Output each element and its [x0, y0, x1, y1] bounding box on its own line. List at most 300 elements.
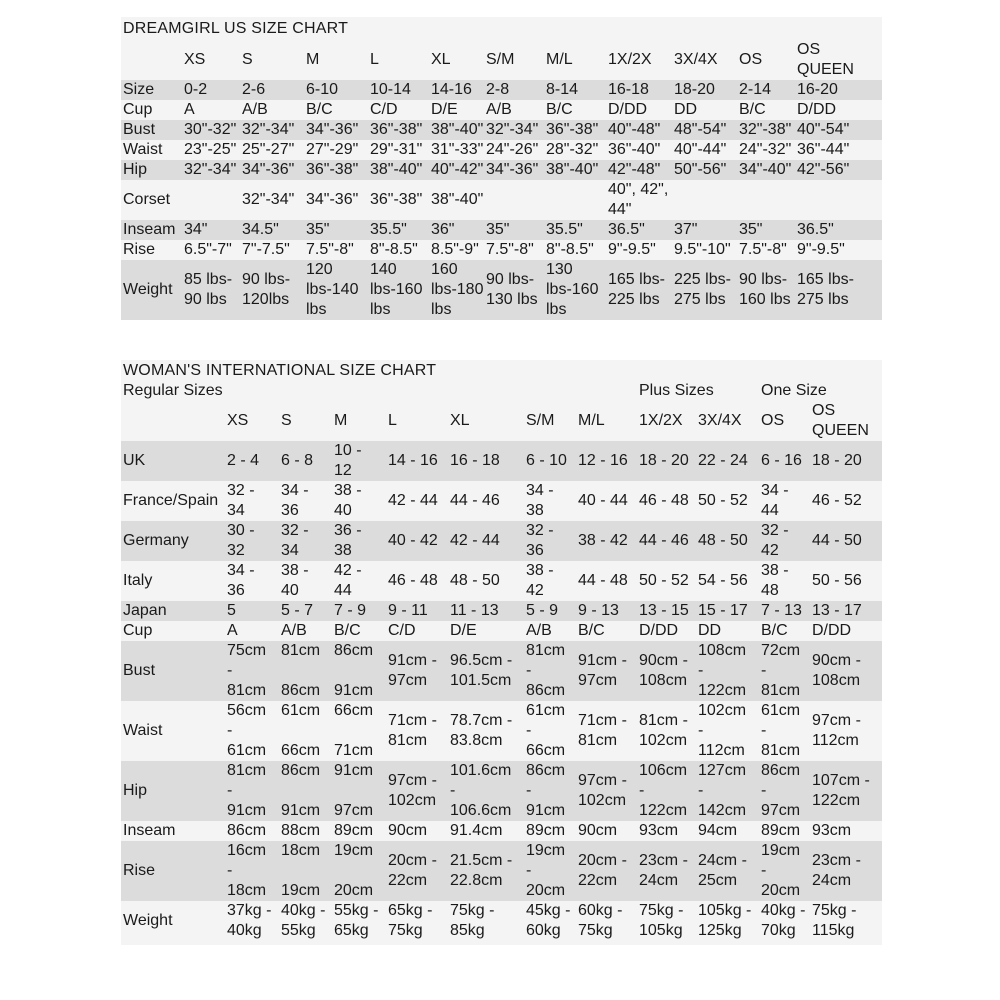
- intl-cell-text: 89cm: [526, 822, 566, 839]
- intl-cell-text: 7 - 13: [761, 602, 802, 619]
- intl-cell: [759, 701, 810, 761]
- us-cell-text: 7.5"-8": [486, 241, 534, 258]
- us-row-cup: [121, 100, 882, 120]
- us-cell: [544, 180, 606, 220]
- intl-col-header-3x-4x: [696, 401, 759, 441]
- us-cell-text: 40"-54": [797, 121, 850, 138]
- us-cell: [182, 180, 240, 220]
- intl-cell: [386, 841, 448, 901]
- intl-cell-text: 13 - 17: [812, 602, 862, 619]
- intl-cell: [386, 521, 448, 561]
- us-cell-text: 2-6: [242, 81, 266, 98]
- intl-cell-text: 32 - 34: [281, 522, 309, 559]
- intl-cell-text: 44 - 50: [812, 532, 862, 549]
- intl-chart-title: WOMAN'S INTERNATIONAL SIZE CHART: [123, 361, 437, 379]
- us-cell-text: 40"-48": [608, 121, 661, 138]
- intl-cell: [448, 701, 524, 761]
- intl-cell: [225, 841, 279, 901]
- us-cell: [182, 100, 240, 120]
- intl-cell: [810, 481, 882, 521]
- us-cell: [795, 220, 882, 240]
- intl-row-uk: [121, 441, 882, 481]
- intl-row-label: Weight: [123, 912, 173, 929]
- us-col-header-s-m: [484, 40, 544, 80]
- intl-cell-text: 105kg - 125kg: [698, 902, 752, 939]
- intl-row-cup: [121, 621, 882, 641]
- intl-cell-text: 44 - 48: [578, 572, 628, 589]
- us-col-header-3x-4x: [672, 40, 737, 80]
- us-cell-text: 32"-34": [184, 161, 237, 178]
- intl-cell-text: 61cm - 81cm: [761, 702, 801, 759]
- one-size-label: One Size: [761, 382, 827, 399]
- intl-cell-text: 40kg - 55kg: [281, 902, 326, 939]
- intl-cell-text: 56cm - 61cm: [227, 702, 267, 759]
- intl-cell-text: 72cm - 81cm: [761, 642, 801, 699]
- intl-cell-text: 6 - 8: [281, 452, 314, 469]
- intl-cell: [759, 821, 810, 841]
- us-cell: [544, 80, 606, 100]
- intl-cell-text: 81cm - 86cm: [526, 642, 566, 699]
- us-cell-text: 225 lbs- 275 lbs: [674, 271, 731, 308]
- intl-cell: [279, 701, 332, 761]
- us-cell-text: 34"-40": [739, 161, 792, 178]
- intl-cell: [524, 641, 576, 701]
- intl-cell-text: 48 - 50: [450, 572, 500, 589]
- intl-col-header-s: [279, 401, 332, 441]
- international-size-table: [121, 360, 882, 941]
- us-cell-text: 32"-38": [739, 121, 792, 138]
- intl-cell: [386, 901, 448, 941]
- intl-cell-text: 93cm: [639, 822, 679, 839]
- intl-cell: [386, 621, 448, 641]
- intl-cell: [637, 561, 696, 601]
- us-cell-text: 25"-27": [242, 141, 295, 158]
- us-cell-text: 35": [306, 221, 330, 238]
- intl-cell-text: 12 - 16: [578, 452, 628, 469]
- intl-cell: [810, 621, 882, 641]
- us-cell-text: 8"-8.5": [370, 241, 418, 258]
- intl-cell-text: 9 - 13: [578, 602, 619, 619]
- intl-cell: [696, 481, 759, 521]
- intl-row-waist: [121, 701, 882, 761]
- intl-cell-text: 38 - 48: [761, 562, 789, 599]
- us-cell: [429, 140, 484, 160]
- us-cell-text: 48"-54": [674, 121, 727, 138]
- intl-cell-text: 127cm - 142cm: [698, 762, 747, 819]
- us-cell-text: 38"-40": [370, 161, 423, 178]
- intl-cell: [576, 701, 637, 761]
- intl-cell-text: 81cm 86cm: [281, 642, 321, 699]
- intl-cell-text: 90cm - 108cm: [639, 652, 688, 689]
- intl-cell: [810, 901, 882, 941]
- intl-col-header-m: [332, 401, 386, 441]
- us-col-header-xs: [182, 40, 240, 80]
- us-cell: [429, 180, 484, 220]
- intl-cell-text: D/DD: [639, 622, 679, 639]
- intl-row-bust: [121, 641, 882, 701]
- intl-row-label: Japan: [121, 601, 225, 621]
- us-cell: [672, 140, 737, 160]
- us-cell-text: 36"-44": [797, 141, 850, 158]
- us-cell: [606, 160, 672, 180]
- intl-cell: [332, 701, 386, 761]
- intl-cell: [225, 901, 279, 941]
- us-cell-text: 34"-36": [242, 161, 295, 178]
- intl-col-header-text: M/L: [578, 412, 605, 429]
- us-cell: [484, 80, 544, 100]
- intl-cell-text: 32 - 34: [227, 482, 255, 519]
- us-cell-text: 40"-42": [431, 161, 484, 178]
- us-corner-cell: [121, 40, 182, 80]
- us-cell: [182, 260, 240, 320]
- us-cell: [737, 140, 795, 160]
- intl-cell-text: 16cm - 18cm: [227, 842, 267, 899]
- intl-cell-text: 44 - 46: [450, 492, 500, 509]
- us-cell-text: 160 lbs-180 lbs: [431, 261, 484, 318]
- intl-cell: [386, 481, 448, 521]
- intl-cell-text: 11 - 13: [450, 602, 499, 619]
- us-cell-text: A/B: [242, 101, 268, 118]
- intl-cell: [448, 601, 524, 621]
- us-cell: [795, 120, 882, 140]
- intl-cell: [225, 601, 279, 621]
- intl-cell-text: 86cm: [227, 822, 267, 839]
- intl-cell-text: 91cm 97cm: [334, 762, 374, 819]
- intl-cell-text: 89cm: [334, 822, 374, 839]
- us-cell: [304, 120, 368, 140]
- us-col-header-xl: [429, 40, 484, 80]
- intl-cell: [696, 641, 759, 701]
- intl-cell-text: 106cm - 122cm: [639, 762, 688, 819]
- intl-cell: [524, 561, 576, 601]
- intl-cell-text: C/D: [388, 622, 416, 639]
- us-cell: [672, 160, 737, 180]
- intl-cell-text: 20cm - 22cm: [388, 852, 437, 889]
- intl-cell-text: 40kg - 70kg: [761, 902, 806, 939]
- intl-cell: [386, 441, 448, 481]
- intl-cell: [637, 761, 696, 821]
- intl-cell-text: 81cm - 91cm: [227, 762, 267, 819]
- us-col-header-text: S/M: [486, 51, 515, 68]
- us-cell-text: 23"-25": [184, 141, 237, 158]
- us-cell: [304, 260, 368, 320]
- intl-cell: [696, 901, 759, 941]
- intl-col-header-text: M: [334, 412, 348, 429]
- us-row-size: [121, 80, 882, 100]
- us-cell: [795, 140, 882, 160]
- intl-row-label: France/Spain: [123, 492, 219, 509]
- us-cell-text: 32"-34": [242, 191, 295, 208]
- us-row-label: Corset: [123, 191, 171, 208]
- intl-cell-text: 40 - 42: [388, 532, 438, 549]
- us-cell-text: 7.5"-8": [306, 241, 354, 258]
- us-col-header-os: [737, 40, 795, 80]
- us-cell: [672, 120, 737, 140]
- us-cell: [182, 240, 240, 260]
- intl-cell: [279, 441, 332, 481]
- intl-cell-text: 94cm: [698, 822, 738, 839]
- us-cell-text: 36.5": [608, 221, 645, 238]
- intl-cell: [524, 761, 576, 821]
- us-cell: [737, 220, 795, 240]
- intl-cell-text: 96.5cm - 101.5cm: [450, 652, 513, 689]
- intl-cell-text: 90cm - 108cm: [812, 652, 861, 689]
- us-row-label: Waist: [123, 141, 163, 158]
- intl-cell: [386, 561, 448, 601]
- intl-cell: [524, 441, 576, 481]
- us-row-label: Rise: [123, 241, 156, 258]
- us-cell: [484, 180, 544, 220]
- us-cell: [429, 100, 484, 120]
- plus-sizes-label: Plus Sizes: [639, 382, 714, 399]
- us-cell-text: 16-20: [797, 81, 838, 98]
- us-cell: [240, 80, 304, 100]
- intl-cell: [279, 521, 332, 561]
- intl-cell: [332, 601, 386, 621]
- intl-cell-text: 90cm: [388, 822, 428, 839]
- us-cell-text: D/DD: [608, 101, 648, 118]
- us-cell: [304, 240, 368, 260]
- intl-cell: [576, 521, 637, 561]
- intl-cell: [810, 601, 882, 621]
- us-cell: [484, 100, 544, 120]
- us-chart-title: DREAMGIRL US SIZE CHART: [123, 19, 349, 37]
- us-row-hip: [121, 160, 882, 180]
- us-cell: [429, 240, 484, 260]
- intl-header-row: [121, 401, 882, 441]
- intl-cell: [279, 901, 332, 941]
- us-cell: [182, 220, 240, 240]
- us-col-header-text: L: [370, 51, 379, 68]
- intl-cell: [225, 561, 279, 601]
- intl-cell: [225, 641, 279, 701]
- intl-cell-text: 75cm - 81cm: [227, 642, 267, 699]
- us-cell-text: 36.5": [797, 221, 834, 238]
- intl-cell: [759, 841, 810, 901]
- us-cell: [544, 220, 606, 240]
- intl-cell: [524, 701, 576, 761]
- intl-cell-text: 34 - 36: [227, 562, 255, 599]
- us-cell-text: 36"-38": [370, 121, 423, 138]
- us-cell-text: 35": [486, 221, 510, 238]
- intl-row-france-spain: [121, 481, 882, 521]
- intl-col-header-xs: [225, 401, 279, 441]
- us-row-bust: [121, 120, 882, 140]
- intl-cell: [524, 521, 576, 561]
- intl-cell: [279, 841, 332, 901]
- intl-cell-text: 89cm: [761, 822, 801, 839]
- us-cell: [182, 160, 240, 180]
- intl-row-label: Cup: [123, 622, 153, 639]
- intl-cell: [810, 641, 882, 701]
- us-cell-text: 27"-29": [306, 141, 359, 158]
- intl-row-inseam: [121, 821, 882, 841]
- intl-cell-text: 14 - 16: [388, 452, 438, 469]
- intl-cell-text: 37kg - 40kg: [227, 902, 272, 939]
- intl-cell-text: B/C: [761, 622, 788, 639]
- us-cell-text: 32"-34": [486, 121, 539, 138]
- intl-cell: [332, 641, 386, 701]
- us-cell-text: 90 lbs- 160 lbs: [739, 271, 791, 308]
- intl-row-label: Italy: [123, 572, 153, 589]
- us-col-header-text: OS QUEEN: [797, 41, 854, 78]
- intl-cell-text: 75kg - 85kg: [450, 902, 495, 939]
- intl-col-header-text: XS: [227, 412, 249, 429]
- intl-cell-text: 42 - 44: [388, 492, 438, 509]
- intl-cell-text: 2 - 4: [227, 452, 260, 469]
- us-cell-text: 34"-36": [306, 191, 359, 208]
- intl-cell: [225, 621, 279, 641]
- intl-cell-text: 44 - 46: [639, 532, 689, 549]
- us-cell-text: 38"-40": [546, 161, 599, 178]
- intl-cell-text: 6 - 16: [761, 452, 802, 469]
- us-col-header-m: [304, 40, 368, 80]
- us-cell: [240, 140, 304, 160]
- us-cell-text: D/DD: [797, 101, 837, 118]
- us-cell: [368, 240, 429, 260]
- intl-cell-text: 46 - 52: [812, 492, 862, 509]
- us-cell-text: 24"-32": [739, 141, 792, 158]
- intl-cell: [696, 521, 759, 561]
- intl-cell-text: 20cm - 22cm: [578, 852, 627, 889]
- us-cell: [737, 120, 795, 140]
- intl-col-header-text: 1X/2X: [639, 412, 683, 429]
- intl-cell: [810, 561, 882, 601]
- intl-cell-text: 71cm - 81cm: [578, 712, 627, 749]
- intl-cell: [448, 761, 524, 821]
- us-cell-text: 120 lbs-140 lbs: [306, 261, 359, 318]
- intl-cell-text: 23cm - 24cm: [812, 852, 861, 889]
- us-cell: [304, 160, 368, 180]
- intl-cell-text: 54 - 56: [698, 572, 748, 589]
- us-cell-text: 7"-7.5": [242, 241, 290, 258]
- us-col-header-1x-2x: [606, 40, 672, 80]
- us-cell: [240, 120, 304, 140]
- us-cell: [672, 260, 737, 320]
- intl-cell: [386, 761, 448, 821]
- us-cell: [672, 80, 737, 100]
- us-size-chart: [121, 17, 882, 320]
- intl-row-weight: [121, 901, 882, 941]
- us-cell: [606, 180, 672, 220]
- intl-cell: [637, 641, 696, 701]
- us-cell: [240, 240, 304, 260]
- us-cell: [737, 160, 795, 180]
- intl-cell: [576, 901, 637, 941]
- intl-cell: [386, 821, 448, 841]
- intl-cell-text: 46 - 48: [388, 572, 438, 589]
- us-cell-text: 30"-32": [184, 121, 237, 138]
- us-cell-text: 18-20: [674, 81, 715, 98]
- us-cell-text: 31"-33": [431, 141, 484, 158]
- intl-cell: [696, 701, 759, 761]
- us-cell-text: 29"-31": [370, 141, 423, 158]
- us-cell: [606, 80, 672, 100]
- intl-cell: [225, 441, 279, 481]
- us-cell-text: C/D: [370, 101, 398, 118]
- us-row-inseam: [121, 220, 882, 240]
- intl-cell-text: 13 - 15: [639, 602, 689, 619]
- us-cell-text: 2-14: [739, 81, 772, 98]
- intl-cell-text: 24cm - 25cm: [698, 852, 747, 889]
- us-cell-text: 35": [739, 221, 763, 238]
- intl-cell-text: 55kg - 65kg: [334, 902, 379, 939]
- us-col-header-l: [368, 40, 429, 80]
- intl-cell: [524, 821, 576, 841]
- intl-cell-text: 23cm - 24cm: [639, 852, 688, 889]
- us-cell: [429, 260, 484, 320]
- us-cell-text: A/B: [486, 101, 512, 118]
- intl-cell: [524, 481, 576, 521]
- intl-cell: [810, 841, 882, 901]
- intl-row-italy: [121, 561, 882, 601]
- intl-cell: [759, 481, 810, 521]
- intl-cell-text: 81cm - 102cm: [639, 712, 688, 749]
- us-cell: [795, 260, 882, 320]
- intl-cell-text: 40 - 44: [578, 492, 628, 509]
- intl-cell-text: 16 - 18: [450, 452, 500, 469]
- intl-cell: [448, 841, 524, 901]
- intl-cell-text: 65kg - 75kg: [388, 902, 433, 939]
- us-cell-text: B/C: [546, 101, 573, 118]
- intl-col-header-text: OS QUEEN: [812, 402, 869, 439]
- intl-cell: [448, 641, 524, 701]
- intl-cell-text: 46 - 48: [639, 492, 689, 509]
- intl-col-header-text: S/M: [526, 412, 555, 429]
- intl-cell: [448, 441, 524, 481]
- us-cell-text: 50"-56": [674, 161, 727, 178]
- intl-row-label: Inseam: [123, 822, 176, 839]
- intl-cell: [576, 561, 637, 601]
- us-cell: [606, 140, 672, 160]
- intl-cell: [332, 821, 386, 841]
- us-cell-text: 2-8: [486, 81, 510, 98]
- us-cell-text: 40"-44": [674, 141, 727, 158]
- intl-cell: [810, 521, 882, 561]
- intl-cell: [637, 441, 696, 481]
- us-cell-text: 90 lbs- 120lbs: [242, 271, 291, 308]
- us-cell: [304, 180, 368, 220]
- intl-col-header-text: XL: [450, 412, 470, 429]
- intl-cell-text: 7 - 9: [334, 602, 367, 619]
- intl-col-header-os-queen: [810, 401, 882, 441]
- us-cell: [544, 240, 606, 260]
- intl-cell: [386, 701, 448, 761]
- intl-cell-text: 101.6cm - 106.6cm: [450, 762, 512, 819]
- intl-cell-text: 15 - 17: [698, 602, 748, 619]
- us-cell: [240, 220, 304, 240]
- intl-cell-text: 38 - 40: [334, 482, 362, 519]
- intl-cell: [448, 481, 524, 521]
- intl-col-header-m-l: [576, 401, 637, 441]
- us-cell-text: 38"-40": [431, 121, 484, 138]
- us-cell: [484, 120, 544, 140]
- us-cell-text: 8-14: [546, 81, 579, 98]
- intl-cell-text: 19cm 20cm: [334, 842, 374, 899]
- us-cell: [544, 120, 606, 140]
- us-cell: [606, 120, 672, 140]
- intl-cell-text: 86cm - 91cm: [526, 762, 566, 819]
- us-cell-text: 14-16: [431, 81, 472, 98]
- intl-cell: [279, 481, 332, 521]
- intl-row-label: Bust: [121, 641, 225, 701]
- us-cell-text: B/C: [739, 101, 766, 118]
- us-cell: [544, 140, 606, 160]
- us-cell: [544, 160, 606, 180]
- us-cell-text: 9"-9.5": [608, 241, 656, 258]
- intl-cell: [225, 821, 279, 841]
- intl-cell: [759, 441, 810, 481]
